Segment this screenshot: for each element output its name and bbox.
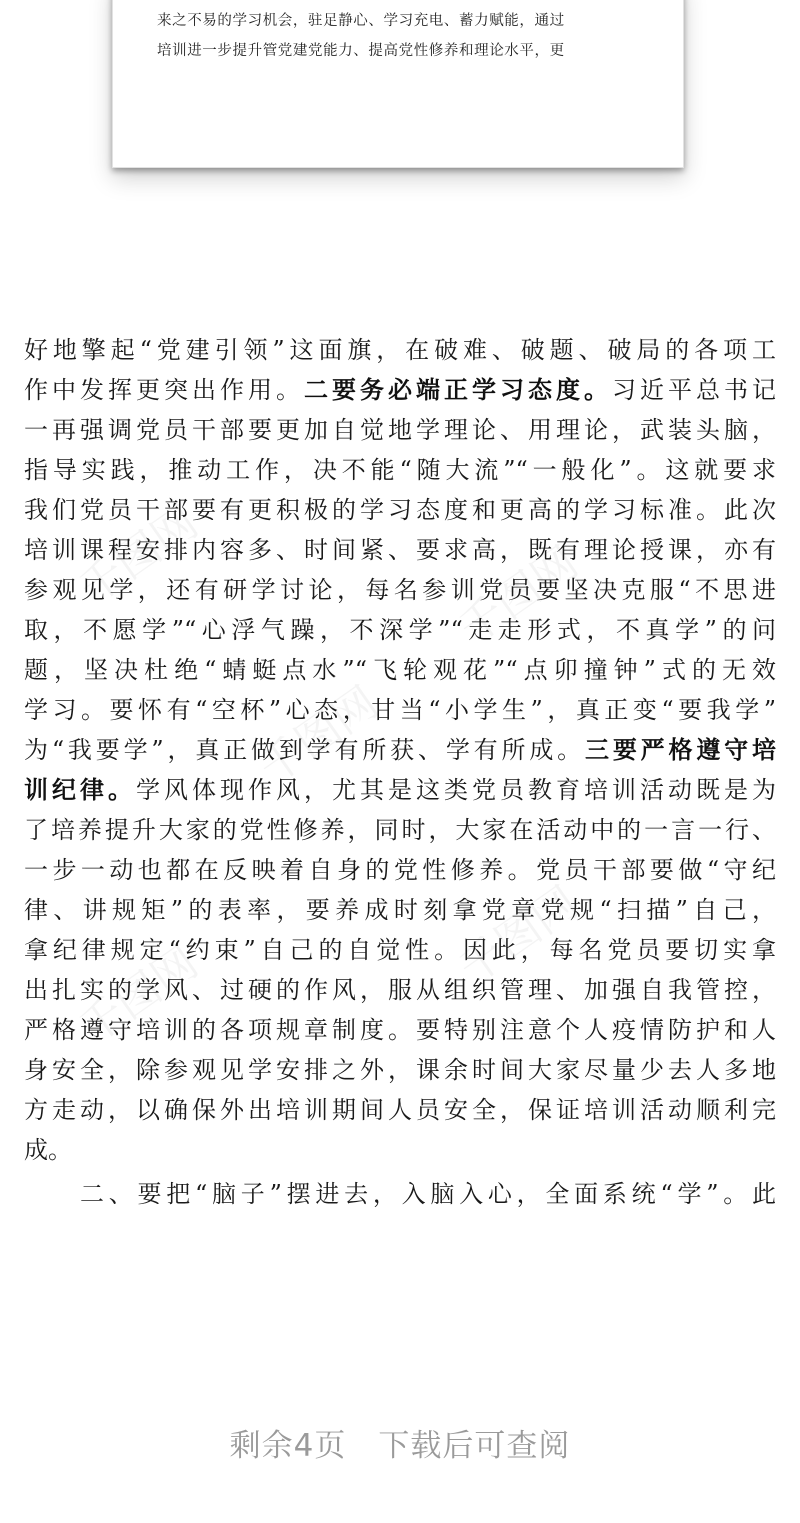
preview-line: 培训进一步提升管党建党能力、提高党性修养和理论水平，更 (157, 43, 565, 59)
preview-line: 来之不易的学习机会，驻足静心、学习充电、蓄力赋能，通过 (157, 13, 565, 29)
text-line: 学习。要怀有“空杯”心态，甘当“小学生”，真正变“要我学” (24, 696, 776, 724)
text-line: 一步一动也都在反映着自身的党性修养。党员干部要做“守纪 (24, 856, 776, 884)
text-line (24, 730, 776, 770)
bold-heading: 二要务必端正学习态度。 (304, 375, 612, 404)
watermark: 千图网 (69, 496, 208, 615)
text-line (24, 370, 776, 410)
text-line: 好地擎起“党建引领”这面旗，在破难、破题、破局的各项工 (24, 336, 776, 364)
document-body (24, 330, 776, 1214)
text-line: 参观见学，还有研学讨论，每名参训党员要坚决克服“不思进 (24, 576, 776, 604)
text-line: 培训课程安排内容多、时间紧、要求高，既有理论授课，亦有 (24, 536, 776, 564)
text-line: 题，坚决杜绝“蜻蜓点水”“飞轮观花”“点卯撞钟”式的无效 (24, 656, 776, 684)
document-preview-card (112, 0, 684, 168)
watermark: 千图网 (449, 876, 588, 995)
text-line: 身安全，除参观见学安排之外，课余时间大家尽量少去人多地 (24, 1056, 776, 1084)
text-line: 指导实践，推动工作，决不能“随大流”“一般化”。这就要求 (24, 456, 776, 484)
remaining-pages-label[interactable]: 剩余4页 (229, 1428, 347, 1464)
text-span: 学风体现作风，尤其是这类党员教育培训活动既是为 (136, 776, 776, 804)
text-line: 方走动，以确保外出培训期间人员安全，保证培训活动顺利完 (24, 1096, 776, 1124)
download-to-view-label[interactable]: 下载后可查阅 (378, 1428, 571, 1464)
watermark: 千图网 (449, 536, 588, 655)
text-line: 成。 (24, 1136, 72, 1164)
text-line: 严格遵守培训的各项规章制度。要特别注意个人疫情防护和人 (24, 1016, 776, 1044)
text-span: 为“我要学”，真正做到学有所获、学有所成。 (24, 736, 586, 764)
watermark: 千图网 (69, 936, 208, 1055)
bold-heading: 训纪律。 (24, 775, 136, 804)
text-line: 拿纪律规定“约束”自己的自觉性。因此，每名党员要切实拿 (24, 936, 776, 964)
text-line (24, 770, 776, 810)
text-line: 出扎实的学风、过硬的作风，服从组织管理、加强自我管控， (24, 976, 776, 1004)
download-to-read-banner[interactable] (0, 1420, 800, 1472)
text-span: 作中发挥更突出作用。 (24, 376, 304, 404)
text-line: 律、讲规矩”的表率，要养成时刻拿党章党规“扫描”自己， (24, 896, 776, 924)
text-line: 了培养提升大家的党性修养，同时，大家在活动中的一言一行、 (24, 816, 776, 844)
text-line: 一再强调党员干部要更加自觉地学理论、用理论，武装头脑， (24, 416, 776, 444)
text-span: 习近平总书记 (612, 376, 776, 404)
text-line: 取，不愿学”“心浮气躁，不深学”“走走形式，不真学”的问 (24, 616, 776, 644)
section-heading-line: 二、要把“脑子”摆进去，入脑入心，全面系统“学”。此 (80, 1180, 776, 1208)
watermark: 千图网 (249, 676, 388, 795)
bold-heading: 三要严格遵守培 (585, 735, 777, 764)
text-line: 我们党员干部要有更积极的学习态度和更高的学习标准。此次 (24, 496, 776, 524)
